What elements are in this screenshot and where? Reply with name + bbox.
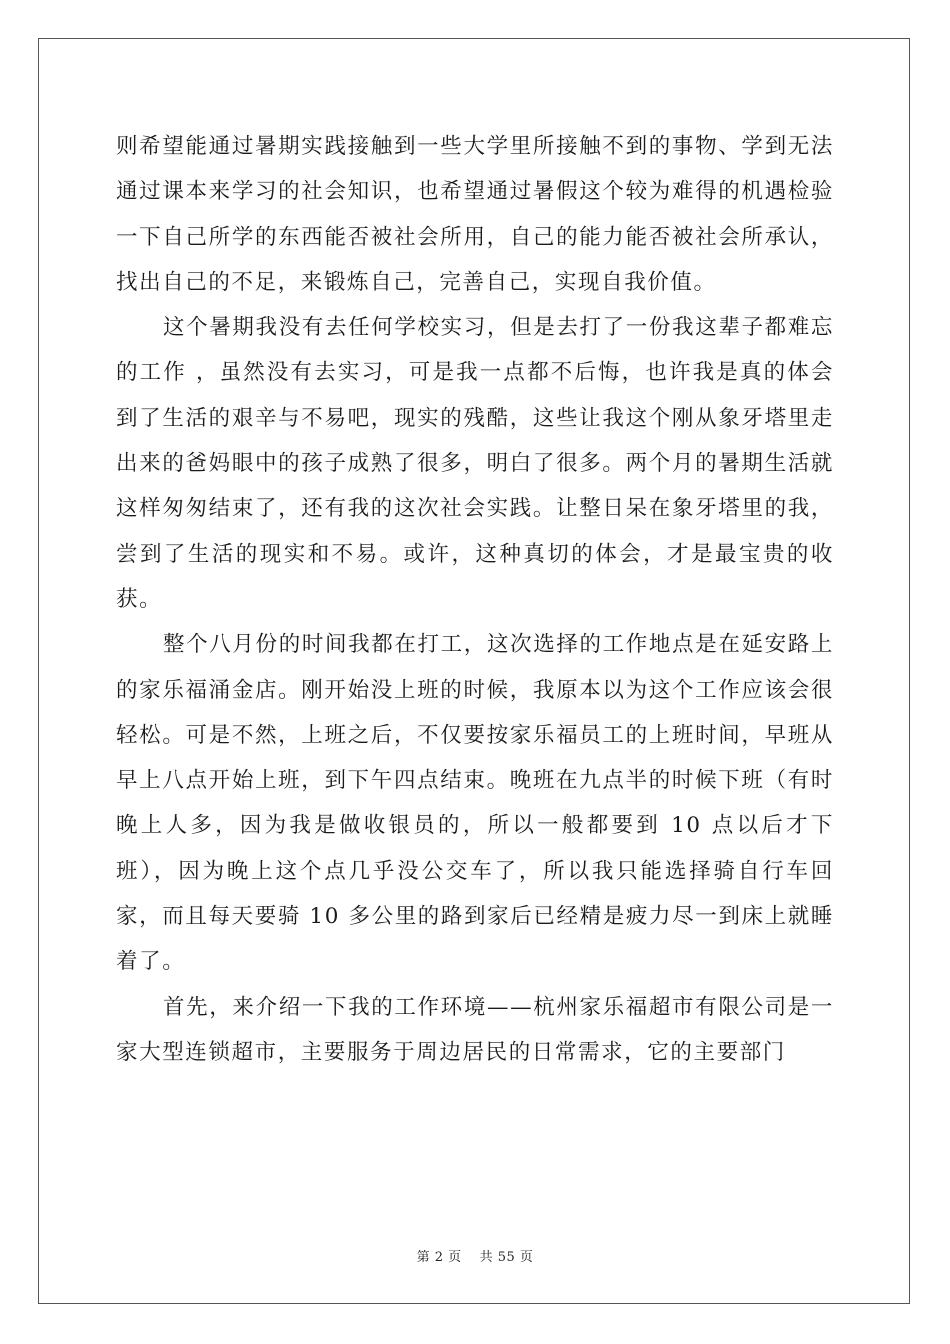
paragraph-2: 这个暑期我没有去任何学校实习，但是去打了一份我这辈子都难忘的工作 ，虽然没有去实习，可是我一点都不后悔，也许我是真的体会到了生活的艰辛与不易吧，现实的残酷，这些让我这个刚从象牙塔里走出来的爸妈眼中的孩子成熟了很多，明白了很多。两个月的暑期生活就这样匆匆结束了，还有我的这次社会实践。让整日呆在象牙塔里的我，尝到了生活的现实和不易。或许，这种真切的体会，才是最宝贵的收获。 [116,315,834,612]
paragraph-3: 整个八月份的时间我都在打工，这次选择的工作地点是在延安路上的家乐福涌金店。刚开始没上班的时候，我原本以为这个工作应该会很轻松。可是不然，上班之后，不仅要按家乐福员工的上班时间，早班从早上八点开始上班，到下午四点结束。晚班在九点半的时候下班（有时晚上人多，因为我是做收银员的，所以一般都要到 10 点以后才下班），因为晚上这个点几乎没公交车了，所以我只能选择骑自行车回家，而且每天要骑 10 多公里的路到家后已经精是疲力尽一到床上就睡着了。 [116,632,834,975]
paragraph-1: 则希望能通过暑期实践接触到一些大学里所接触不到的事物、学到无法通过课本来学习的社会知识，也希望通过暑假这个较为难得的机遇检验一下自己所学的东西能否被社会所用，自己的能力能否被社会所承认，找出自己的不足，来锻炼自己，完善自己，实现自我价值。 [116,134,834,295]
paragraph-4: 首先，来介绍一下我的工作环境——杭州家乐福超市有限公司是一家大型连锁超市，主要服务于周边居民的日常需求，它的主要部门 [116,994,834,1065]
document-body [116,124,834,1075]
page-number: 第 2 页 [416,1250,462,1265]
page-footer [0,1246,950,1265]
page-total: 共 55 页 [479,1250,534,1265]
